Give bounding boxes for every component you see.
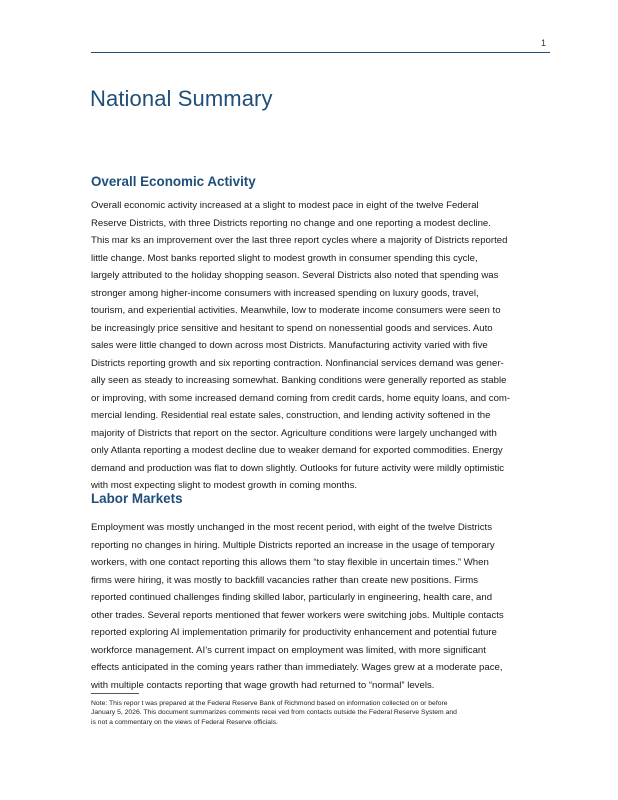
paragraph-line: demand and production was flat to down slightly. Outlooks for future activity were mildly optimistic	[91, 462, 505, 474]
footnote-line: is not a commentary on the views of Federal Reserve officials.	[91, 718, 278, 726]
paragraph-line: stronger among higher-income consumers with increased spending on luxury goods, travel,	[91, 287, 479, 299]
paragraph-line: Districts reporting growth and six reporting contraction. Nonfinancial services demand was gener-	[91, 357, 504, 369]
section-body-labor-markets	[91, 519, 551, 694]
footnote-line: January 5, 2026. This document summarizes comments recei ved from contacts outside the Federal Reserve System and	[91, 709, 457, 717]
paragraph-line: Overall economic activity increased at a slight to modest pace in eight of the twelve Federal	[91, 200, 479, 211]
paragraph-line: This mar ks an improvement over the last three report cycles where a majority of Districts reported	[91, 235, 508, 246]
paragraph-line: other trades. Several reports mentioned that fewer workers were switching jobs. Multiple contacts	[91, 609, 504, 621]
header-rule	[91, 52, 550, 53]
page-title: National Summary	[90, 86, 273, 111]
paragraph-line: only Atlanta reporting a modest decline due to weaker demand for exported commodities. Energy	[91, 445, 503, 456]
footnote-line: Note: This repor t was prepared at the Federal Reserve Bank of Richmond based on information collected on or before	[91, 700, 448, 707]
paragraph-line: little change. Most banks reported slight to modest growth in consumer spending this cycle,	[91, 252, 478, 264]
paragraph-line: effects anticipated in the coming years rather than immediately. Wages grew at a moderate pace,	[91, 662, 503, 673]
paragraph-line: largely attributed to the holiday shopping season. Several Districts also noted that spending was	[91, 270, 499, 281]
paragraph-line: tourism, and experiential activities. Meanwhile, low to moderate income consumers were seen to	[91, 305, 501, 316]
paragraph-line: reported continued challenges finding skilled labor, particularly in engineering, health care, and	[91, 592, 493, 603]
paragraph-line: with most expecting slight to modest growth in coming months.	[91, 480, 358, 491]
paragraph-line: Reserve Districts, with three Districts reporting no change and one reporting a modest decline.	[91, 217, 491, 229]
paragraph-line: Employment was mostly unchanged in the most recent period, with eight of the twelve Districts	[91, 522, 492, 533]
paragraph-line: workforce management. AI’s current impact on employment was limited, with more significant	[91, 644, 486, 656]
paragraph-line: with multiple contacts reporting that wage growth had returned to “normal” levels.	[91, 679, 435, 691]
page-number: 1	[541, 38, 547, 48]
paragraph-line: reporting no changes in hiring. Multiple Districts reported an increase in the usage of temporary	[91, 539, 495, 551]
paragraph-line: mercial lending. Residential real estate sales, construction, and lending activity softened in the	[91, 410, 491, 421]
footnote-rule	[91, 693, 139, 694]
paragraph-line: reported exploring AI implementation primarily for productivity enhancement and potential future	[91, 627, 497, 638]
section-body-overall-economic-activity	[91, 197, 551, 495]
section-heading-overall-economic-activity: Overall Economic Activity	[91, 174, 256, 189]
paragraph-line: or improving, with some increased demand coming from credit cards, home equity loans, and com-	[91, 392, 511, 404]
paragraph-line: firms were hiring, it was mostly to backfill vacancies rather than create new positions. Firms	[91, 574, 479, 586]
paragraph-line: be increasingly price sensitive and hesitant to spend on nonessential goods and services. Auto	[91, 322, 493, 334]
paragraph-line: sales were little changed to down across most Districts. Manufacturing activity varied with five	[91, 340, 488, 351]
section-heading-labor-markets: Labor Markets	[91, 491, 183, 506]
paragraph-line: ally seen as steady to increasing somewhat. Banking conditions were generally reported as stable	[91, 375, 507, 386]
footnote	[91, 699, 551, 727]
paragraph-line: workers, with one contact reporting this allows them “to stay flexible in uncertain times.” When	[91, 557, 489, 568]
paragraph-line: majority of Districts that report on the sector. Agriculture conditions were largely unchanged with	[91, 427, 497, 439]
